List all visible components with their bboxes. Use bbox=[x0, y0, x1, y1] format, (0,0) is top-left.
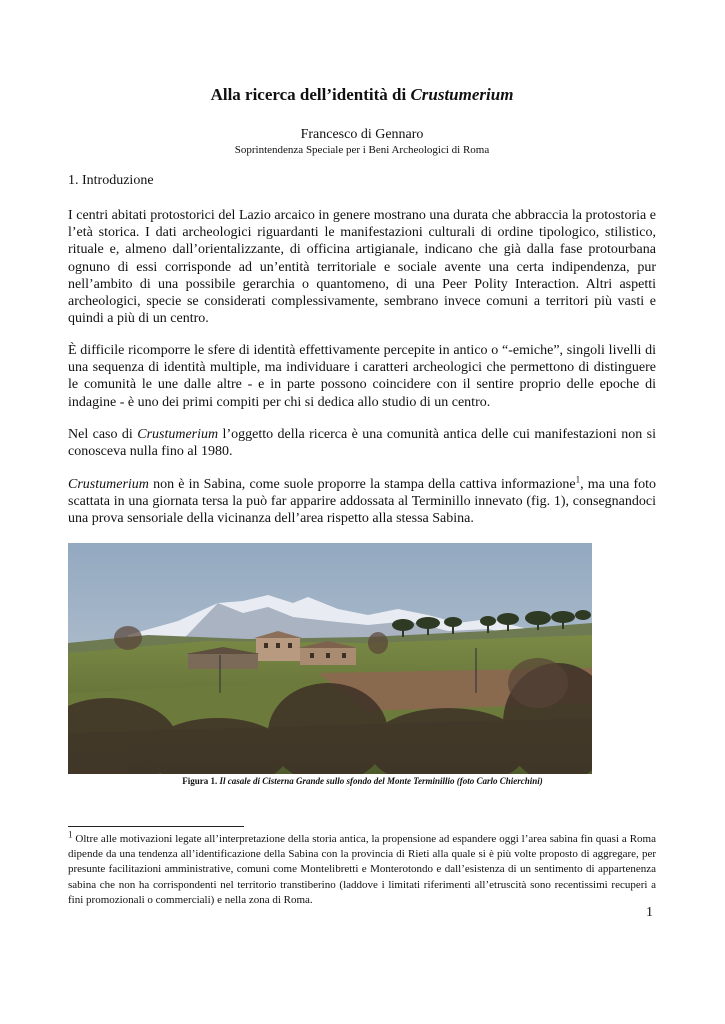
page-number: 1 bbox=[646, 905, 653, 920]
footnote-marker: 1 bbox=[68, 829, 73, 840]
landscape-photo bbox=[68, 543, 592, 774]
paragraph-4: Crustumerium non è in Sabina, come suole proporre la stampa della cattiva informazione$^1$, ma una foto scattata in una giornata tersa la può far apparire addossata al Terminillo innevato (fig. 1), consegnandoci una prova sensoriale della vicinanza dell’area rispetto alla stessa Sabina. bbox=[68, 474, 657, 527]
paper-title: Alla ricerca dell’identità di Crustumerium bbox=[210, 85, 514, 104]
footnote-divider bbox=[68, 826, 244, 827]
paragraph-3: Nel caso di Crustumerium l’oggetto della ricerca è una comunità antica delle cui manifestazioni non si conosceva nulla fino al 1980. bbox=[68, 427, 656, 460]
paragraph-1: I centri abitati protostorici del Lazio arcaico in genere mostrano una durata che abbraccia la protostoria e l’età storica. I dati archeologici riguardanti le manifestazioni culturali di ordine tipologico, stilistico, rituale e, almeno dall’orientalizzante, di officina artigianale, indicano che già dalla fase protourbana ognuno di essi corrisponde ad un’entità territoriale e sociale avente una certa indipendenza, pur nell’ambito di una possibile gerarchia o quantomeno, di una Peer Polity Interaction. Altri aspetti archeologici, specie se considerati complessivamente, sembrano invece comuni a territori più vasti e quindi a più di un centro. bbox=[68, 208, 656, 327]
paragraph-3-lead: Nel caso di bbox=[68, 427, 138, 442]
author-affiliation: Soprintendenza Speciale per i Beni Archeologici di Roma bbox=[234, 144, 490, 156]
author-name: Francesco di Gennaro bbox=[300, 127, 424, 142]
footnote-1: $^1$ Oltre alle motivazioni legate all’interpretazione della storia antica, la propensione ad espandere oggi l’area sabina fin quasi a Roma dipende da una tendenza all’identificazione della Sabina con la provincia di Rieti alla quale si è più volte proposto di aggregare, per presunte facilitazioni amministrative, comuni come Montelibretti e Monterotondo e dall’esistenza di un sentimento di appartenenza sabina che non ha corrispondenti nel territorio transtiberino (laddove i limitati riferimenti all’etruscità sono recentissimi recuperi a fini promozionali o commerciali) e nella zona di Roma. bbox=[68, 829, 656, 906]
paragraph-2: È difficile ricomporre le sfere di identità effettivamente percepite in antico o “-emiche”, singoli livelli di una sequenza di identità multiple, ma individuare i caratteri archeologici che permettono di distinguere le comunità le une dalle altre - e in parte possono coincidere con il sentire proprio delle epoche di indagine - è uno dei primi compiti per chi si dedica allo studio di un centro. bbox=[68, 343, 656, 410]
figure-caption: Figura 1. Il casale di Cisterna Grande sullo sfondo del Monte Terminillio (foto Carlo Chierchini) bbox=[182, 776, 543, 786]
title-italic: Crustumerium bbox=[410, 85, 514, 104]
section-heading: 1. Introduzione bbox=[68, 173, 154, 188]
footnote-ref[interactable]: 1 bbox=[575, 474, 581, 485]
